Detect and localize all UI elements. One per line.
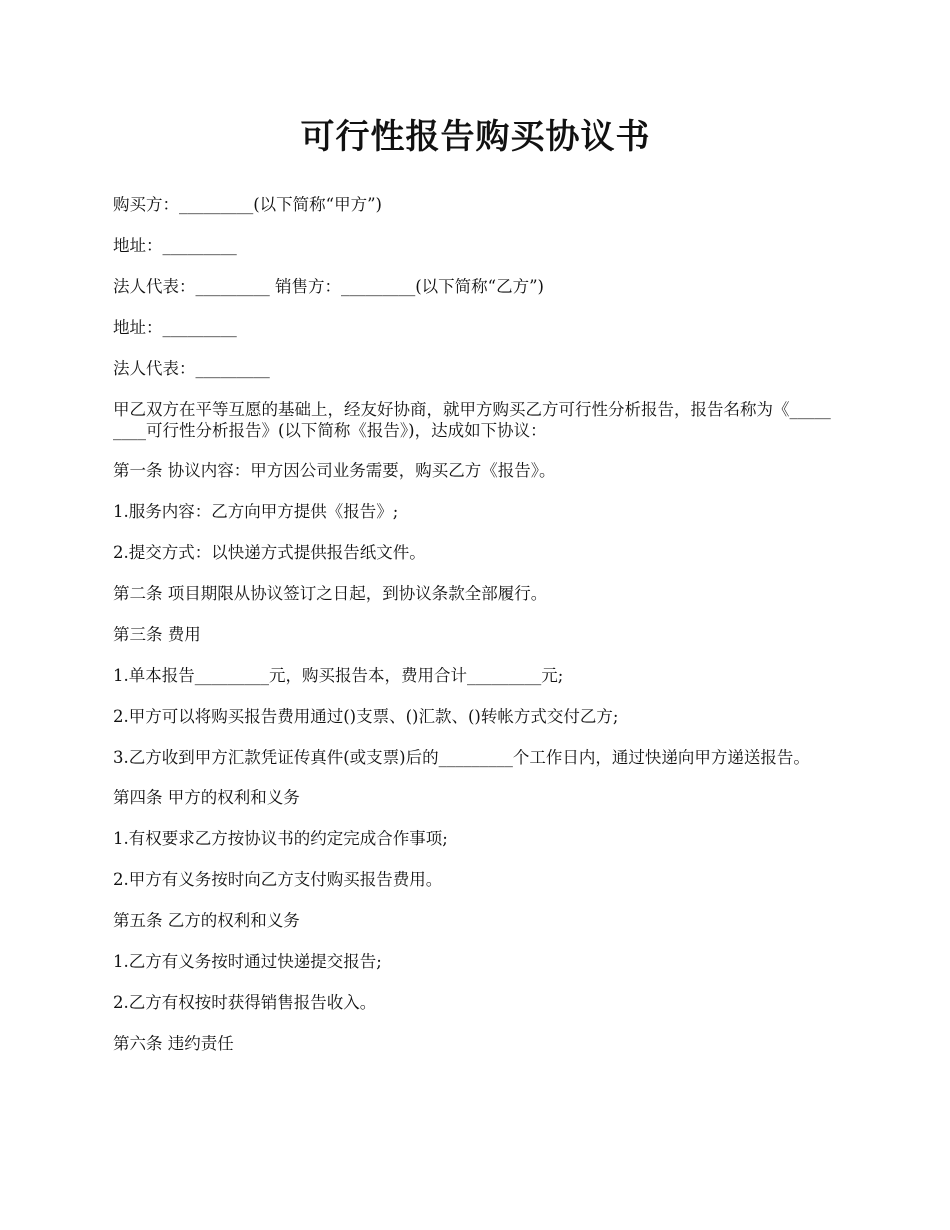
article-1-heading: 第一条 协议内容：甲方因公司业务需要，购买乙方《报告》。 — [113, 461, 556, 480]
article-3-item-1: 1.单本报告_________元，购买报告本，费用合计_________元; — [113, 666, 564, 685]
paragraph-seller-address: 地址：_________ — [113, 318, 237, 337]
article-3-heading: 第三条 费用 — [113, 625, 201, 644]
article-3-item-2: 2.甲方可以将购买报告费用通过()支票、()汇款、()转帐方式交付乙方; — [113, 707, 619, 726]
article-4-item-1: 1.有权要求乙方按协议书的约定完成合作事项; — [113, 829, 448, 848]
article-4-heading: 第四条 甲方的权利和义务 — [113, 788, 300, 807]
article-5-item-1: 1.乙方有义务按时通过快递提交报告; — [113, 952, 382, 971]
article-6-heading: 第六条 违约责任 — [113, 1034, 234, 1053]
article-3-item-3: 3.乙方收到甲方汇款凭证传真件(或支票)后的_________个工作日内，通过快递向甲方递送报告。 — [113, 748, 810, 767]
paragraph-buyer-rep-seller: 法人代表：_________ 销售方：_________(以下简称“乙方”) — [113, 277, 544, 296]
article-4-item-2: 2.甲方有义务按时向乙方支付购买报告费用。 — [113, 870, 443, 889]
article-5-heading: 第五条 乙方的权利和义务 — [113, 911, 300, 930]
paragraph-buyer: 购买方：_________(以下简称“甲方”) — [113, 195, 382, 214]
document-title: 可行性报告购买协议书 — [300, 117, 651, 157]
paragraph-seller-rep: 法人代表：_________ — [113, 359, 270, 378]
article-1-item-1: 1.服务内容：乙方向甲方提供《报告》; — [113, 502, 399, 521]
paragraph-preamble: 甲乙双方在平等互愿的基础上，经友好协商，就甲方购买乙方可行性分析报告，报告名称为《_________可行性分析报告》(以下简称《报告》)，达成如下协议： — [113, 400, 831, 440]
article-1-item-2: 2.提交方式：以快递方式提供报告纸文件。 — [113, 543, 426, 562]
article-2-heading: 第二条 项目期限从协议签订之日起，到协议条款全部履行。 — [113, 584, 548, 603]
article-5-item-2: 2.乙方有权按时获得销售报告收入。 — [113, 993, 377, 1012]
paragraph-buyer-address: 地址：_________ — [113, 236, 237, 255]
